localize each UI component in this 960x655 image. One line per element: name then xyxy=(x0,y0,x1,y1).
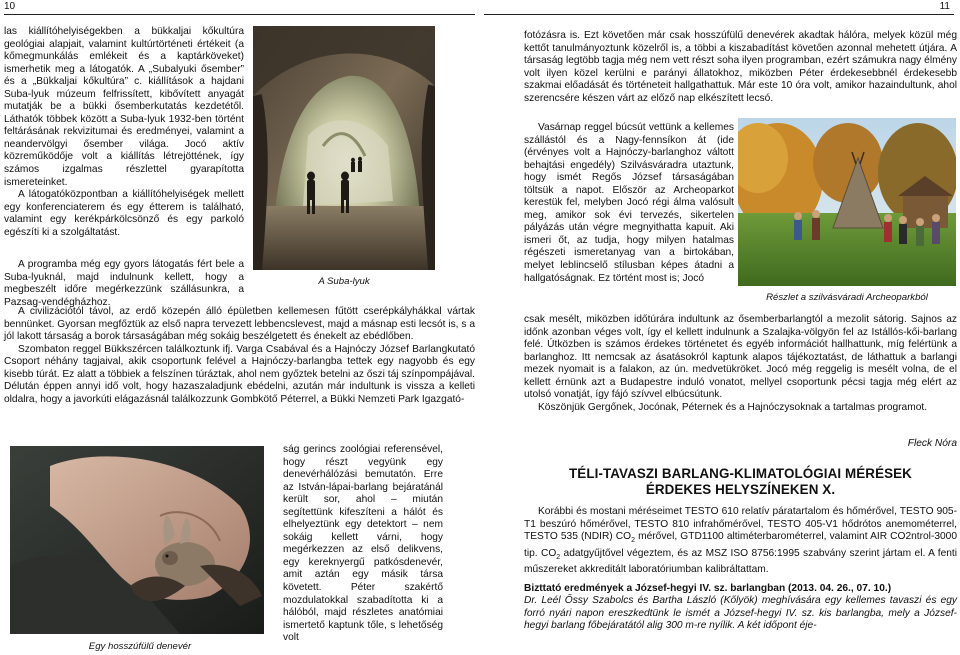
house-paragraph: A civilizációtól távol, az erdő közepén álló épületben kellemesen fűtött cserépkályhákkal vártak bennünket. Gyorsan megfőztük az első napra tervezett lebbencslevest, majd a másnap esti lecsót is, s a jól lakott társaság a borok társaságában még sokáig beszélgetett és énekelt az ebédlőben. xyxy=(4,306,475,343)
bat-illustration xyxy=(10,446,264,634)
archeopark-photo xyxy=(738,118,956,286)
article-title-line-1: TÉLI-TAVASZI BARLANG-KLIMATOLÓGIAI MÉRÉSEK xyxy=(569,466,912,481)
visitor-center-paragraph: A látogatóközpontban a kiállítóhelyiségek mellett egy konferenciaterem és egy étterem is található, valamint egy kerékpárkölcsönző és egy parkoló egészíti ki a szolgáltatást. xyxy=(4,189,244,238)
archeopark-illustration xyxy=(738,118,956,286)
sunday-text-block xyxy=(524,122,734,285)
bat-paragraph: ság gerincs zoológiai referensével, hogy részt vegyünk egy denevérhálózási bemutatón. Erre az István-lápai-barlang bejáratánál került sor, ahol – miután segítettünk kifeszíteni a hálót és elhelyeztünk egy detektort – nem sokáig kellett várni, hogy megérkezzen az első delikvens, egy kereknyergű patkósdenevér, amit aztán egy másik társa követett. Péter szakértő mozdulatokkal szabadította ki a hálóból, majd részletes anatómiai ismertető kaptunk tőle, s lehetőség volt xyxy=(283,444,443,644)
author-signature: Fleck Nóra xyxy=(907,438,957,449)
archeopark-continuation-paragraph: csak mesélt, miközben időtúrára indultunk az ősemberbarlangtól a mezolit sátorig. Sajnos az időnk azonban véges volt, így el kellett indulnunk a Szalajka-völgyön fel az Istállós-kői-barlang felé. Útközben is számos érdekes történetet és egyéb információt hallhattunk, míg felértünk a barlanghoz. Itt nemcsak az ásatásokról kaptunk alapos tájékoztatást, de láthattuk a barlangi mezek nyomait is a falakon, az ún. medvetükröket. Jocó még reggelig is mesélt volna, de el kellett érnünk azt a Budapestre induló vonatot, mellyel csoportunk pécsi tagja még elért az utolsó vonatját, így fájó szívvel elbúcsútunk. xyxy=(524,314,957,401)
right-top-text xyxy=(524,30,957,105)
sunday-paragraph: Vasárnap reggel búcsút vettünk a kellemes szállástól és a Nagy-fennsíkon át (ide (érvényes volt a Hajnóczy-barlanghoz váltott behajtási engedély) Szilvásváradra utaztunk, hogy ismét Regős József társaságában töltsük a napot. Először az Archeoparkot kerestük fel, melyben Jocó régi álma valósult meg, amikor sok évi tervezés, sikertelen pályázás után végre megnyithatta kapuit. Aki ismeri őt, az tudja, hogy milyen hatalmas régészeti ismeretanyag van a birtokában, melyet leblincselő stílusban képes átadni a hallgatóságnak. Ez történt most is; Jocó xyxy=(524,122,734,284)
header-rule-left xyxy=(4,14,475,15)
section-subheading: Bizttató eredmények a József-hegyi IV. sz. barlangban (2013. 04. 26., 07. 10.) xyxy=(524,582,892,594)
co2-subscript: 2 xyxy=(556,553,561,561)
article-body-text xyxy=(524,506,957,633)
bat-netting-paragraph: fotózásra is. Ezt követően már csak hosszúfülű denevérek akadtak hálóra, melyek közül még kettőt tanulmányoztunk közelről is, a többi a kiszabadítást követően azonnal mehetett útjára. A társaság legtöbb tagja még nem vett részt soha ilyen programban, ezért számukra nagy élmény volt ilyen közel kerülni e parányi állatokhoz, miközben Péter érdekesebbnél érdekesebb szakmai előadását és történeteit hallgathattuk. Már este 10 óra volt, amikor hazaindultunk, ahol szerencsére készen várt az előző nap elkészített lecsó. xyxy=(524,30,957,104)
jozsef-hegy-paragraph: Dr. Leél Őssy Szabolcs és Bartha László (Kőlyök) meghívására egy kellemes tavaszi és egy forró nyári napon ereszkedtünk le ismét a József-hegyi IV. sz. kis barlangba, mely a József-hegyi barlang főbejáratától alig 300 m-re nyílik. A két időpont éje- xyxy=(524,595,957,632)
article-title-line-2: ÉRDEKES HELYSZÍNEKEN X. xyxy=(645,482,836,497)
bat-photo-caption: Egy hosszúfülű denevér xyxy=(88,641,192,652)
program-text-block xyxy=(4,259,244,309)
saturday-paragraph: Szombaton reggel Bükkszércen találkoztunk ifj. Varga Csabával és a Hajnóczy József Barlangkutató Csoport néhány tagjaival, akik csoportunk felével a Hajnóczy-barlangba tettek egy nagyobb és egy kisebb túrát. Ez alatt a többiek a felszínen túráztak, ahol nem győztek betelni az őszi táj színpompájával. Délután éppen annyi idő volt, hogy hazaszaladjunk ebédelni, azután már indultunk is vissza a kelleti oldalra, hogy a javorkúti elágazásnál találkozzunk Gombkötő Péterrel, a Bükki Nemzeti Park Igazgató- xyxy=(4,343,475,405)
suba-lyuk-photo xyxy=(253,26,435,270)
bat-photo xyxy=(10,446,264,634)
thanks-paragraph: Köszönjük Gergőnek, Jocónak, Péternek és a Hajnóczysoknak a tartalmas programot. xyxy=(538,401,928,413)
program-paragraph: A programba még egy gyors látogatás fért bele a Suba-lyuknál, majd indulnunk kellett, hogy a megbeszélt időre megérkezzünk szállásunkra, a Pazsag-vendégházhoz. xyxy=(4,259,244,308)
instruments-paragraph: Korábbi és mostani méréseimet TESTO 610 relatív páratartalom és hőmérővel, TESTO 905-T1 beszúró hőmérővel, TESTO 810 infrahőmérővel, TESTO 405-V1 hődrótos anemométerrel, TESTO 535 (NDIR) $CO_2$ mérővel, GTD1100 altiméterbarométerrel, valamint AIR CO2ntrol-3000 tip. $CO_2$ adatgyűjtővel végeztem, és az MSZ ISO 8756:1995 szabvány szerint jártam el. A fenti műszereket akkreditált laboratóriumban kalibráltattam. xyxy=(524,506,958,576)
intro-paragraph: las kiállítóhelyiségekben a bükkaljai kőkultúra geológiai alapjait, valamint kultúrtörténeti értékeit (a kőmegmunkálás emlékeit és a kaptárköveket) ismerhetik meg a látogatók. A „Subalyuki ősember” és a „Bükkaljai kőkultúra” c. kiállítások a hajdani Suba-lyuk múzeum felfrissített, kibővített anyagát mutatják be a bükki ősemberkutatás kezdetétől. Láthatók többek között a Suba-lyuk 1932-ben történt feltárásának rekvizitumai és eredményei, valamint a neandervölgyi ősember világa. Jocó aktív közreműködője volt a kiállítás létrejöttének, így számos izgalmas részlettel gyarapította ismereteinket. xyxy=(4,26,244,188)
intro-text-block xyxy=(4,26,244,239)
full-width-text-block xyxy=(4,306,475,406)
right-page xyxy=(480,0,960,655)
article-title xyxy=(524,466,957,498)
bat-text-block xyxy=(283,444,443,645)
cave-illustration xyxy=(253,26,435,270)
page-number-left: 10 xyxy=(4,1,16,12)
page-number-right: 11 xyxy=(939,1,950,12)
cave-photo-caption: A Suba-lyuk xyxy=(318,276,370,287)
right-continuation-text xyxy=(524,314,957,414)
co2-subscript: 2 xyxy=(631,537,635,545)
header-rule-right xyxy=(484,14,954,15)
archeopark-photo-caption: Részlet a szilvásváradi Archeoparkból xyxy=(766,292,928,303)
